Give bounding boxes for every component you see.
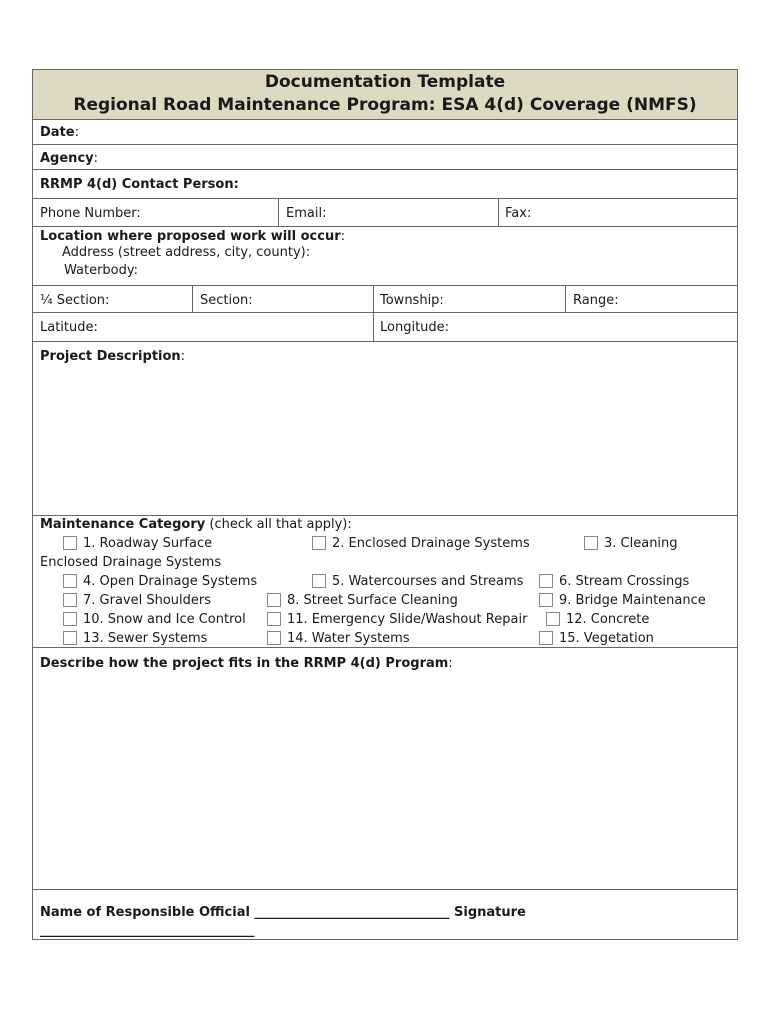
township-label: Township:	[380, 293, 444, 308]
form-title: Documentation Template	[264, 72, 506, 92]
label-enclosed-drainage-wrap: Enclosed Drainage Systems	[40, 555, 222, 570]
fax-label: Fax:	[505, 206, 532, 221]
checkbox-water-systems[interactable]	[267, 631, 281, 645]
date-row[interactable]	[33, 119, 737, 145]
maintenance-category-label: Maintenance Category	[40, 517, 206, 532]
section-field[interactable]	[192, 286, 373, 312]
contact-label: RRMP 4(d) Contact Person:	[40, 177, 239, 192]
agency-label: Agency	[40, 151, 94, 166]
checkbox-sewer-systems[interactable]	[63, 631, 77, 645]
label-vegetation: 15. Vegetation	[559, 631, 654, 646]
checkbox-enclosed-drainage[interactable]	[312, 536, 326, 550]
checkbox-snow-ice[interactable]	[63, 612, 77, 626]
program-fit-colon: :	[448, 656, 453, 671]
section-row	[33, 286, 737, 313]
project-description-colon: :	[180, 349, 186, 364]
address-label: Address (street address, city, county):	[62, 245, 311, 260]
label-cleaning: 3. Cleaning	[604, 536, 678, 551]
fax-field[interactable]	[498, 199, 737, 226]
label-roadway-surface: 1. Roadway Surface	[83, 536, 213, 551]
maintenance-category-row	[33, 516, 737, 648]
date-label: Date	[40, 125, 75, 140]
checkbox-vegetation[interactable]	[539, 631, 553, 645]
label-emergency-slide: 11. Emergency Slide/Washout Repair	[287, 612, 528, 627]
section-label: Section:	[200, 293, 253, 308]
label-stream-crossings: 6. Stream Crossings	[559, 574, 690, 589]
label-enclosed-drainage: 2. Enclosed Drainage Systems	[332, 536, 530, 551]
checkbox-street-surface-cleaning[interactable]	[267, 593, 281, 607]
checkbox-stream-crossings[interactable]	[539, 574, 553, 588]
project-description-label: Project Description	[40, 349, 181, 364]
signature-row[interactable]	[33, 890, 737, 939]
signature-line[interactable]: _________________________________	[40, 923, 255, 938]
signature-label: Signature	[454, 905, 526, 920]
label-water-systems: 14. Water Systems	[287, 631, 410, 646]
label-watercourses: 5. Watercourses and Streams	[332, 574, 524, 589]
checkbox-roadway-surface[interactable]	[63, 536, 77, 550]
phone-label: Phone Number:	[40, 206, 141, 221]
location-colon: :	[340, 229, 346, 244]
latitude-label: Latitude:	[40, 320, 98, 335]
label-sewer-systems: 13. Sewer Systems	[83, 631, 208, 646]
quarter-section-label: ¼ Section:	[40, 293, 110, 308]
checkbox-gravel-shoulders[interactable]	[63, 593, 77, 607]
checkbox-cleaning[interactable]	[584, 536, 598, 550]
checkbox-open-drainage[interactable]	[63, 574, 77, 588]
longitude-label: Longitude:	[380, 320, 450, 335]
coordinates-row	[33, 313, 737, 342]
waterbody-label: Waterbody:	[64, 263, 139, 278]
responsible-official-line[interactable]: ______________________________	[254, 905, 450, 920]
contact-row[interactable]	[33, 170, 737, 199]
form-header	[33, 70, 737, 120]
agency-colon: :	[93, 151, 99, 166]
label-gravel-shoulders: 7. Gravel Shoulders	[83, 593, 212, 608]
email-label: Email:	[286, 206, 327, 221]
program-fit-row[interactable]	[33, 648, 737, 890]
quarter-section-field[interactable]	[33, 286, 192, 312]
label-bridge-maintenance: 9. Bridge Maintenance	[559, 593, 706, 608]
form-subtitle: Regional Road Maintenance Program: ESA 4(d) Coverage (NMFS)	[73, 95, 697, 115]
location-label: Location where proposed work will occur	[40, 229, 341, 244]
project-description-row[interactable]	[33, 342, 737, 516]
latitude-field[interactable]	[33, 313, 373, 341]
checkbox-bridge-maintenance[interactable]	[539, 593, 553, 607]
responsible-official-label: Name of Responsible Official	[40, 905, 250, 920]
program-fit-label: Describe how the project fits in the RRMP 4(d) Program	[40, 656, 449, 671]
phone-email-fax-row	[33, 199, 737, 227]
label-concrete: 12. Concrete	[566, 612, 650, 627]
phone-field[interactable]	[33, 199, 278, 226]
documentation-form	[32, 69, 738, 940]
date-colon: :	[74, 125, 79, 140]
email-field[interactable]	[278, 199, 498, 226]
label-snow-ice: 10. Snow and Ice Control	[83, 612, 246, 627]
checkbox-watercourses[interactable]	[312, 574, 326, 588]
maintenance-category-note: (check all that apply):	[205, 517, 352, 532]
range-field[interactable]	[565, 286, 737, 312]
checkbox-concrete[interactable]	[546, 612, 560, 626]
range-label: Range:	[573, 293, 619, 308]
label-street-surface-cleaning: 8. Street Surface Cleaning	[287, 593, 458, 608]
township-field[interactable]	[373, 286, 565, 312]
location-row[interactable]	[33, 227, 737, 286]
agency-row[interactable]	[33, 145, 737, 170]
checkbox-emergency-slide[interactable]	[267, 612, 281, 626]
longitude-field[interactable]	[373, 313, 737, 341]
label-open-drainage: 4. Open Drainage Systems	[83, 574, 258, 589]
